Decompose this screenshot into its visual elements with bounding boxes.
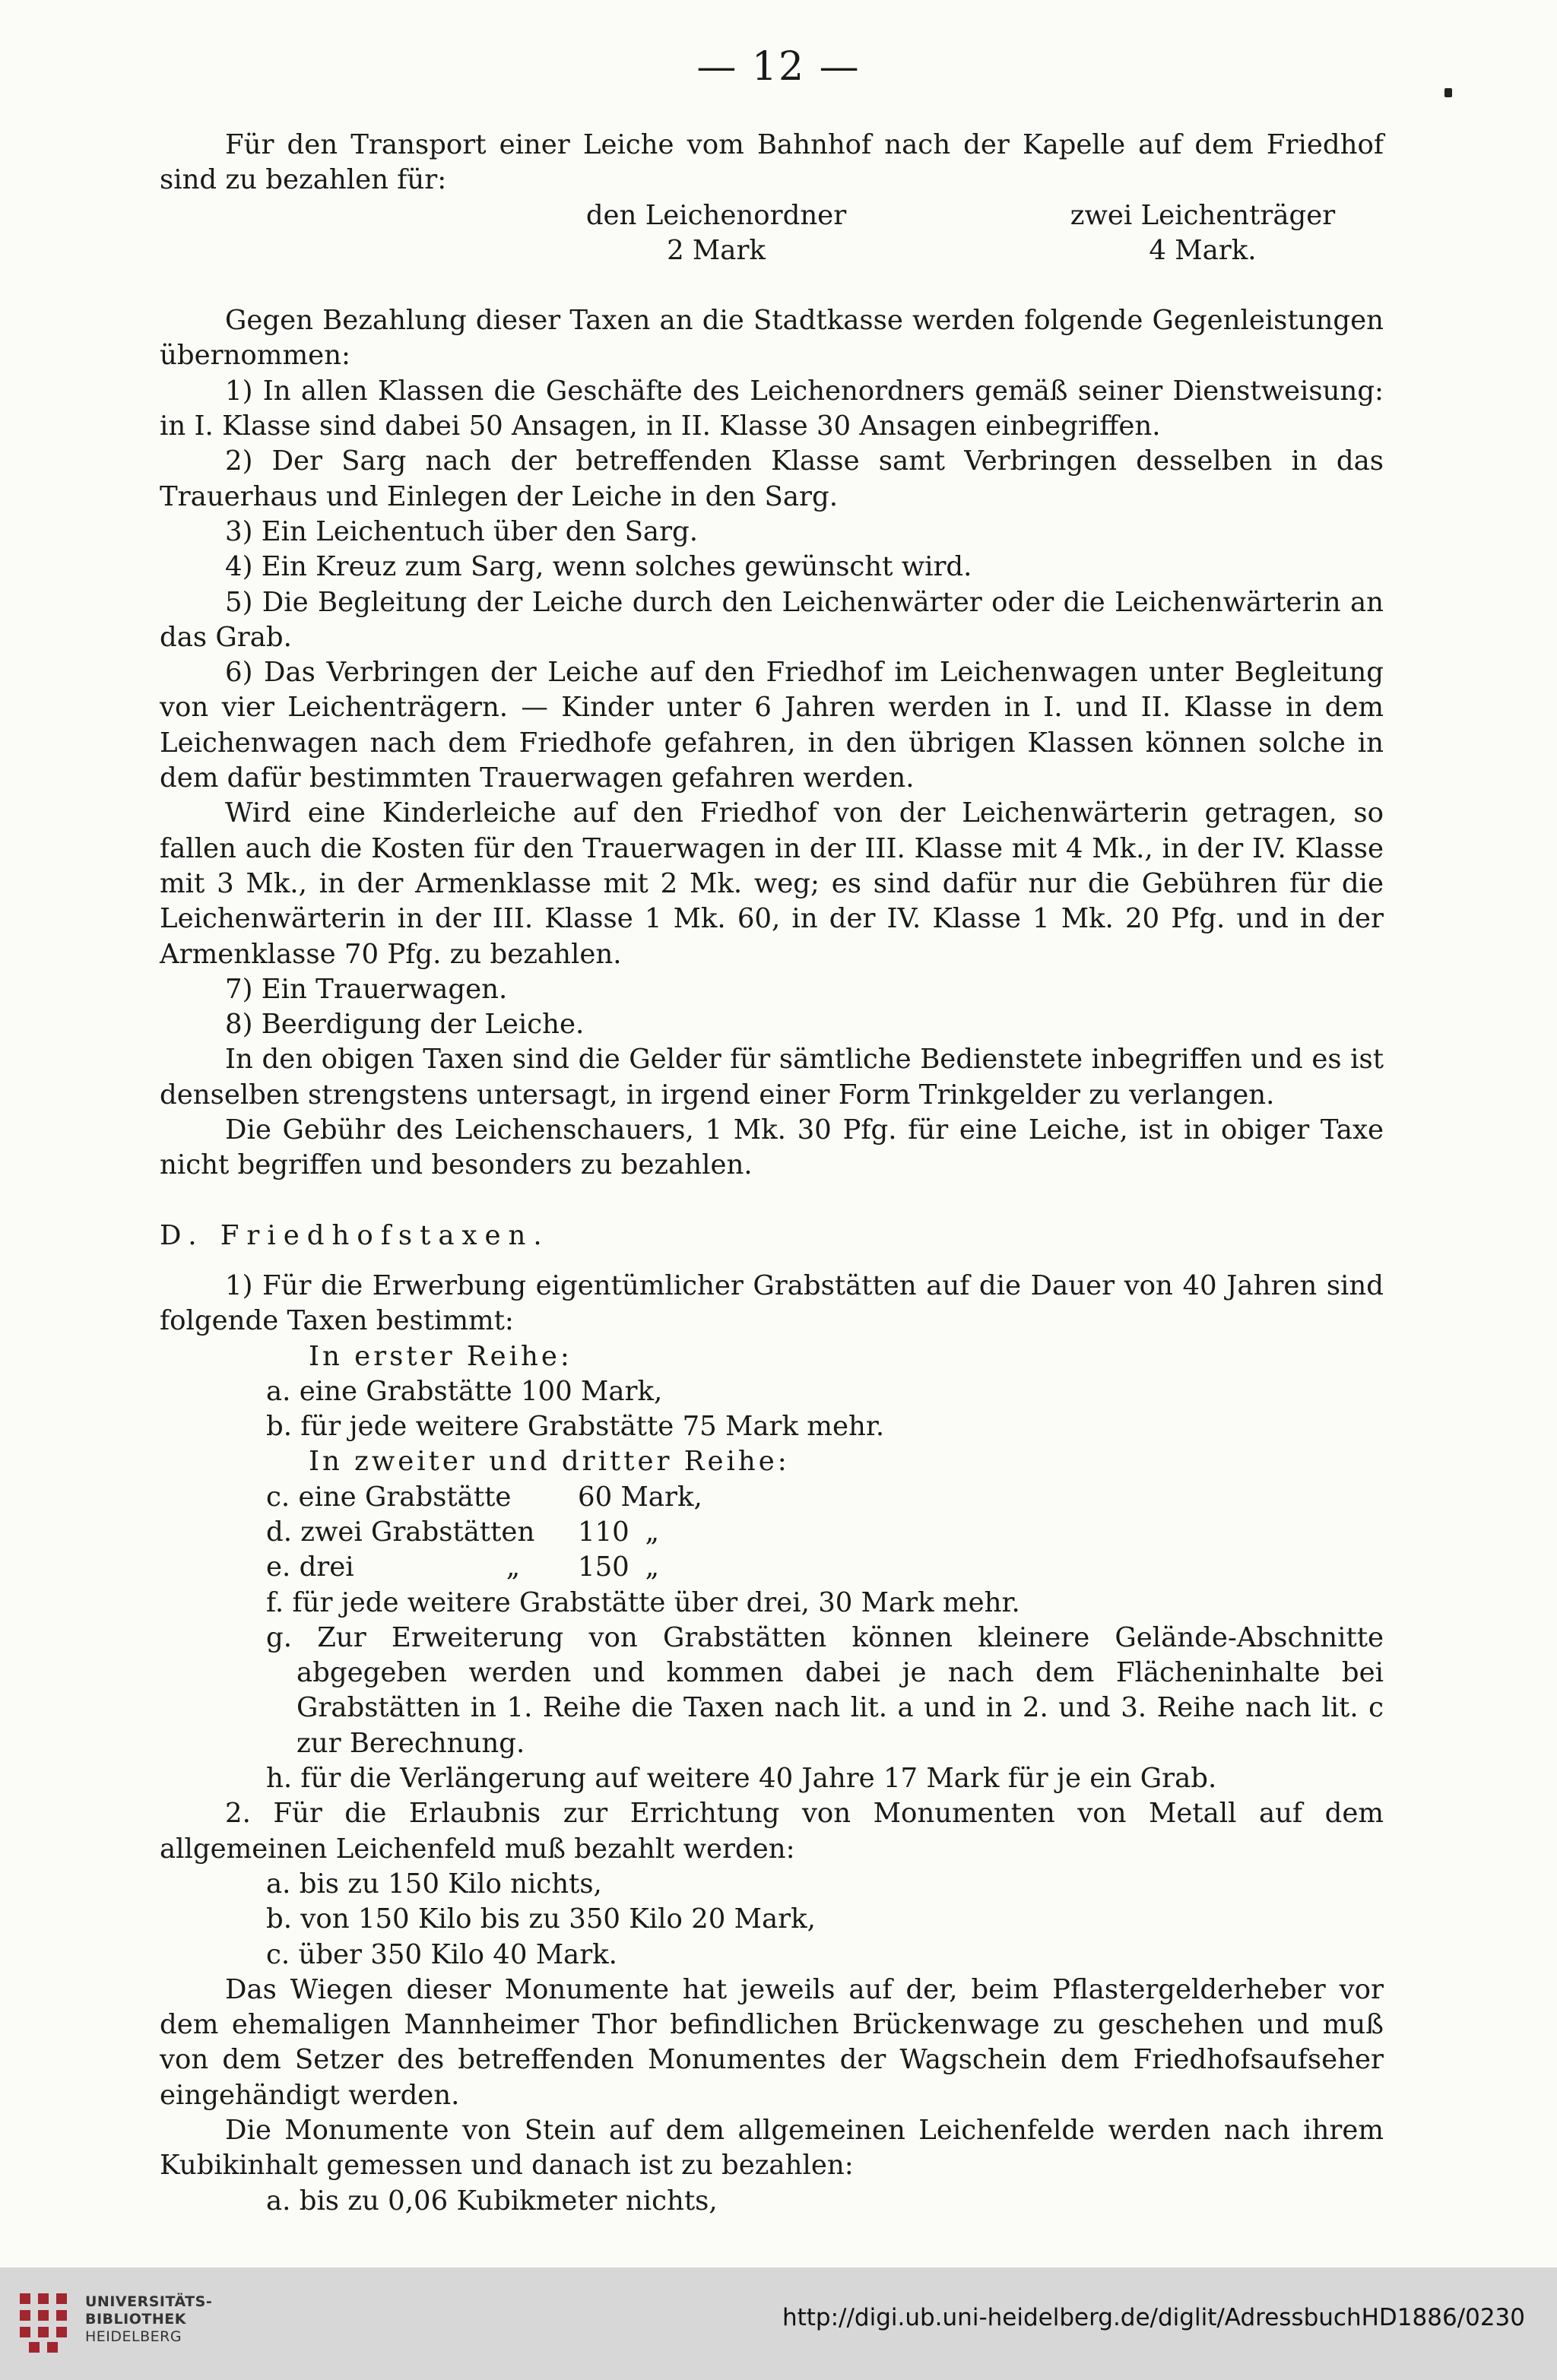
- service-4: 4) Ein Kreuz zum Sarg, wenn solches gewünscht wird.: [225, 551, 972, 583]
- row23-item-c: [160, 1480, 1384, 1515]
- service-1: 1) In allen Klassen die Geschäfte des Leichenordners gemäß seiner Dienstweisung: in I. Klasse sind dabei 50 Ansagen, in II. Klasse 30 Ansagen einbegriffen.: [160, 375, 1384, 442]
- row23-item-d: [160, 1515, 1384, 1550]
- monument-item-a: a. bis zu 150 Kilo nichts,: [266, 1868, 602, 1900]
- grave-intro: 1) Für die Erwerbung eigentümlicher Grabstätten auf die Dauer von 40 Jahren sind folgende Taxen bestimmt:: [160, 1269, 1384, 1337]
- item-e-ditto-mid: „: [506, 1551, 521, 1583]
- row23-item-e: [160, 1550, 1384, 1585]
- logo-line-2: BIBLIOTHEK: [85, 2311, 186, 2328]
- library-logo-icon: [15, 2290, 71, 2356]
- source-url-link[interactable]: http://digi.ub.uni-heidelberg.de/diglit/AdressbuchHD1886/0230: [782, 2304, 1525, 2331]
- row1-item-a: a. eine Grabstätte 100 Mark,: [266, 1375, 663, 1407]
- fee-table: [427, 198, 1384, 269]
- row23-heading: In zweiter und dritter Reihe:: [309, 1446, 790, 1478]
- fee-role-2: zwei Leichenträger: [1070, 199, 1336, 231]
- item-e-label: e. drei: [266, 1551, 354, 1583]
- page-body: [160, 128, 1384, 2219]
- monument-intro: 2. Für die Erlaubnis zur Errichtung von Monumenten von Metall auf dem allgemeinen Leichenfeld muß bezahlt werden:: [160, 1798, 1384, 1865]
- stone-paragraph: Die Monumente von Stein auf dem allgemeinen Leichenfelde werden nach ihrem Kubikinhalt gemessen und danach ist zu bezahlen:: [160, 2115, 1384, 2182]
- service-8: 8) Beerdigung der Leiche.: [225, 1009, 585, 1041]
- row23-item-h: h. für die Verlängerung auf weitere 40 Jahre 17 Mark für je ein Grab.: [266, 1763, 1217, 1795]
- stone-item-a: a. bis zu 0,06 Kubikmeter nichts,: [266, 2185, 718, 2217]
- page-number: — 12 —: [696, 44, 861, 90]
- fee-role-1: den Leichenordner: [585, 199, 847, 231]
- library-logo-text: [85, 2293, 212, 2346]
- note-tips: In den obigen Taxen sind die Gelder für sämtliche Bedienstete inbegriffen und es ist denselben strengstens untersagt, in irgend einer Form Trinkgelder zu verlangen.: [160, 1044, 1384, 1111]
- service-3: 3) Ein Leichentuch über den Sarg.: [225, 515, 699, 547]
- note-inspector-fee: Die Gebühr des Leichenschauers, 1 Mk. 30 Pfg. für eine Leiche, ist in obiger Taxe nicht begriffen und besonders zu bezahlen.: [160, 1114, 1384, 1181]
- row23-item-g: g. Zur Erweiterung von Grabstätten können kleinere Gelände-Abschnitte abgegeben werden und kommen dabei je nach dem Flächeninhalte bei Grabstätten in 1. Reihe die Taxen nach lit. a und in 2. und 3. Reihe nach lit. c zur Berechnung.: [266, 1621, 1384, 1759]
- footer-bar: [0, 2267, 1557, 2380]
- row1-heading: In erster Reihe:: [309, 1340, 572, 1372]
- monument-item-b: b. von 150 Kilo bis zu 350 Kilo 20 Mark,: [266, 1903, 816, 1935]
- section-heading: D. Friedhofstaxen.: [160, 1219, 550, 1251]
- item-c-value: 60 Mark,: [578, 1481, 702, 1513]
- intro-paragraph: Für den Transport einer Leiche vom Bahnhof nach der Kapelle auf dem Friedhof sind zu bezahlen für:: [160, 129, 1384, 196]
- services-intro: Gegen Bezahlung dieser Taxen an die Stadtkasse werden folgende Gegenleistungen übernommen:: [160, 305, 1384, 372]
- item-e-ditto: „: [645, 1551, 659, 1583]
- item-d-value: 110: [578, 1516, 629, 1548]
- child-corpse-paragraph: Wird eine Kinderleiche auf den Friedhof von der Leichenwärterin getragen, so fallen auch die Kosten für den Trauerwagen in der III. Klasse mit 4 Mk., in der IV. Klasse mit 3 Mk., in der Armenklasse mit 2 Mk. weg; es sind dafür nur die Gebühren für die Leichenwärterin in der III. Klasse 1 Mk. 60, in der IV. Klasse 1 Mk. 20 Pfg. und in der Armenklasse 70 Pfg. zu bezahlen.: [160, 797, 1384, 970]
- item-d-label: d. zwei Grabstätten: [266, 1516, 535, 1548]
- logo-line-3: HEIDELBERG: [85, 2328, 182, 2345]
- fee-amount-1: 2 Mark: [667, 234, 766, 266]
- service-6: 6) Das Verbringen der Leiche auf den Friedhof im Leichenwagen unter Begleitung von vier Leichenträgern. — Kinder unter 6 Jahren werden in I. und II. Klasse in dem Leichenwagen nach dem Friedhofe gefahren, in den übrigen Klassen können solche in dem dafür bestimmten Trauerwagen gefahren werden.: [160, 657, 1384, 794]
- scan-speck: [1444, 88, 1452, 97]
- weighing-paragraph: Das Wiegen dieser Monumente hat jeweils auf der, beim Pflastergelderheber vor dem ehemaligen Mannheimer Thor befindlichen Brückenwage zu geschehen und muß von dem Setzer des betreffenden Monumentes der Wagschein dem Friedhofsaufseher eingehändigt werden.: [160, 1973, 1384, 2111]
- item-c-label: c. eine Grabstätte: [266, 1481, 512, 1513]
- service-7: 7) Ein Trauerwagen.: [225, 973, 508, 1005]
- item-d-ditto: „: [645, 1516, 659, 1548]
- monument-item-c: c. über 350 Kilo 40 Mark.: [266, 1938, 617, 1970]
- row23-item-f: f. für jede weitere Grabstätte über drei, 30 Mark mehr.: [266, 1586, 1020, 1618]
- service-2: 2) Der Sarg nach der betreffenden Klasse samt Verbringen desselben in das Trauerhaus und Einlegen der Leiche in den Sarg.: [160, 445, 1384, 512]
- service-5: 5) Die Begleitung der Leiche durch den Leichenwärter oder die Leichenwärterin an das Grab.: [160, 586, 1384, 653]
- row1-item-b: b. für jede weitere Grabstätte 75 Mark mehr.: [266, 1411, 885, 1443]
- logo-line-1: UNIVERSITÄTS-: [85, 2293, 213, 2310]
- fee-amount-2: 4 Mark.: [1149, 234, 1257, 266]
- item-e-value: 150: [578, 1551, 629, 1583]
